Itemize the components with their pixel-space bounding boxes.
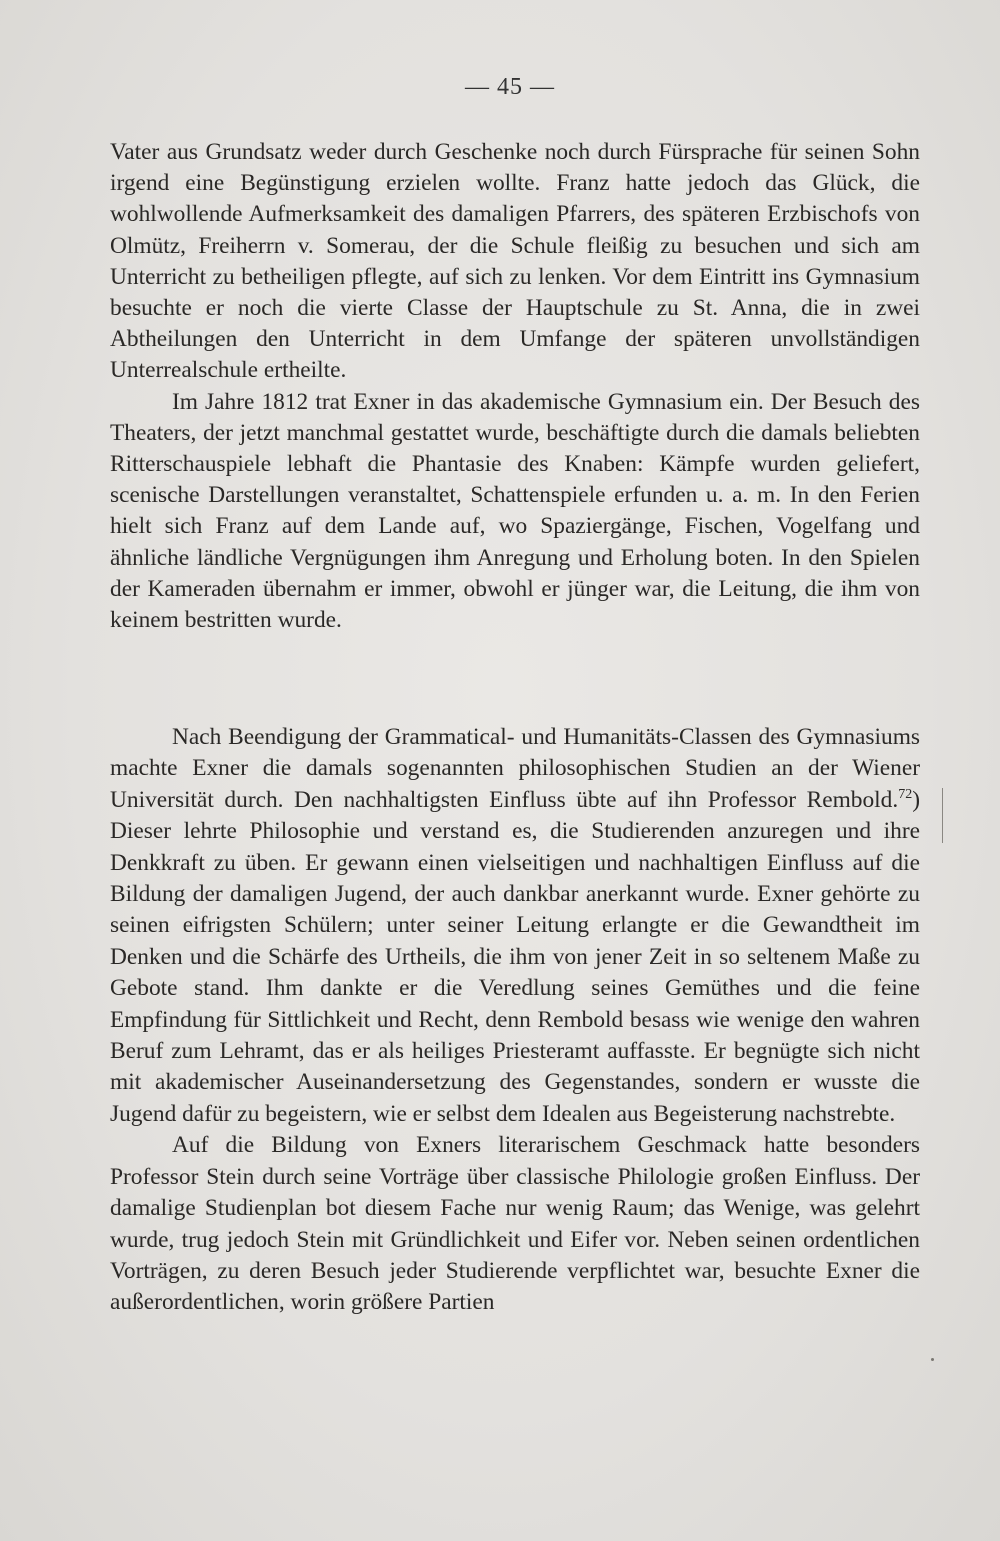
page-number: — 45 — [465, 74, 555, 100]
text-block-upper [110, 137, 920, 636]
text-block-lower [110, 722, 920, 1319]
paragraph: Auf die Bildung von Exners literarischem Geschmack hatte besonders Professor Stein durch seine Vorträge über classische Philologie großen Einfluss. Der damalige Studienplan bot diesem Fache nur wenig Raum; das Wenige, was gelehrt wurde, trug jedoch Stein mit Gründlichkeit und Eifer vor. Neben seinen ordentlichen Vorträgen, zu deren Besuch jeder Studierende verpflichtet war, besuchte Exner die außerordentlichen, worin größere Partien [110, 1132, 920, 1316]
margin-dot-mark [931, 1358, 934, 1361]
paragraph [110, 722, 920, 1130]
paragraph: Vater aus Grundsatz weder durch Geschenke noch durch Fürsprache für seinen Sohn irgend eine Begünstigung erzielen wollte. Franz hatte jedoch das Glück, die wohlwollende Aufmerksamkeit des damaligen Pfarrers, des späteren Erzbischofs von Olmütz, Freiherrn v. Somerau, der die Schule fleißig zu besuchen und sich am Unterricht zu betheiligen pflegte, auf sich zu lenken. Vor dem Eintritt ins Gymnasium besuchte er noch die vierte Classe der Hauptschule zu St. Anna, die in zwei Abtheilungen den Unterricht in dem Umfange der späteren unvollständigen Unterrealschule ertheilte. [110, 139, 920, 384]
paragraph: Im Jahre 1812 trat Exner in das akademische Gymnasium ein. Der Besuch des Theaters, der jetzt manchmal gestattet wurde, beschäftigte durch die damals beliebten Ritterschauspiele lebhaft die Phantasie des Knaben: Kämpfe wurden geliefert, scenische Darstellungen veranstaltet, Schattenspiele erfunden u. a. m. In den Ferien hielt sich Franz auf dem Lande auf, wo Spaziergänge, Fischen, Vogelfang und ähnliche ländliche Vergnügungen ihm Anregung und Erholung boten. In den Spielen der Kameraden übernahm er immer, obwohl er jünger war, die Leitung, die ihm von keinem bestritten wurde. [110, 388, 920, 634]
footnote-reference: 72 [898, 787, 913, 803]
paragraph-text: ) Dieser lehrte Philosophie und verstand es, die Studierenden anzuregen und ihre Denkkraft zu üben. Er gewann einen vielseitigen und nachhaltigen Einfluss auf die Bildung der damaligen Jugend, der auch dankbar anerkannt wurde. Exner gehörte zu seinen eifrigsten Schülern; unter seiner Leitung erlangte er die Gewandtheit im Denken und die Schärfe des Urtheils, die ihm von jener Zeit in so seltenem Maße zu Gebote stand. Ihm dankte er die Veredlung seines Gemüthes und die feine Empfindung für Sittlichkeit und Recht, denn Rembold besass wie wenige den wahren Beruf zum Lehramt, das er als heiliges Priesteramt auffasste. Er begnügte sich nicht mit akademischer Auseinandersetzung des Gegenstandes, sondern er wusste die Jugend dafür zu begeistern, wie er selbst dem Idealen aus Begeisterung nachstrebte. [110, 786, 920, 1127]
margin-line-mark [942, 788, 943, 843]
paragraph-text: Nach Beendigung der Grammatical- und Humanitäts-Classen des Gymnasiums machte Exner die damals sogenannten philosophischen Studien an der Wiener Universität durch. Den nachhaltigsten Einfluss übte auf ihn Professor Rembold. [110, 724, 920, 813]
